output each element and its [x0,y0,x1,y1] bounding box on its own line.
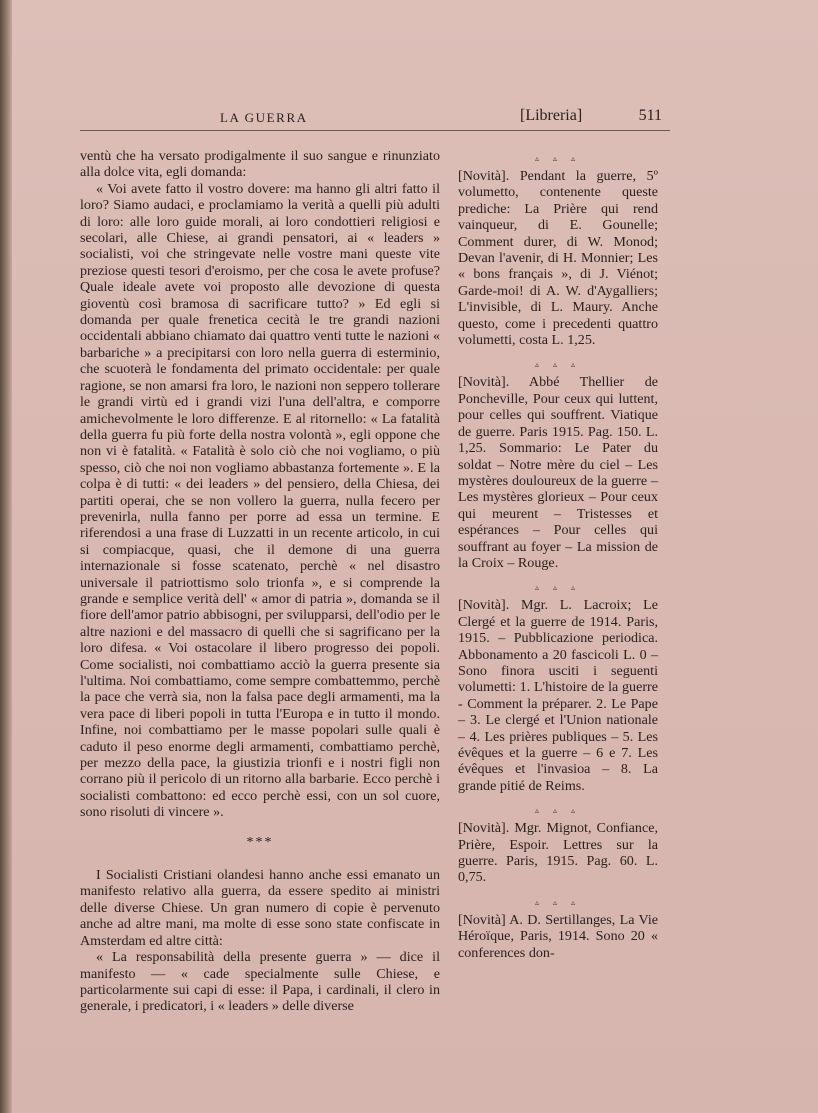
ornament-triangles: ▵ ▵ ▵ [534,897,582,907]
running-title: LA GUERRA [220,110,308,125]
bibliography-entry: [Novità]. Pendant la guerre, 5º volumetto, contenente queste prediche: La Prière qui rend vainqueur, di E. Gounelle; Comment durer, di W. Monod; Devan l'avenir, di H. Monnier; Les « bons français », di J. Viénot; Garde-moi! di A. W. d'Aygalliers; L'invisible, di L. Maury. Anche questo, come i precedenti quattro volumetti, costa L. 1,25. [458,168,658,349]
ornament-triangles: ▵ ▵ ▵ [534,806,582,816]
bibliography-entry: [Novità]. Abbé Thellier de Poncheville, Pour ceux qui luttent, pour celles qui souffrent. Viatique de guerre. Paris 1915. Pag. 150. L. 1,25. Sommario: Le Pater du soldat – Notre mère du ciel – Les mystères douloureux de la guerre – Les mystères glorieux – Pour ceux qui meurent – Tristesses et espérances – Pour celles qui souffrant au foyer – La mission de la Croix – Rouge. [458,374,658,571]
page-header [80,104,670,131]
left-column [80,148,440,1015]
section-label: [Libreria] [520,107,583,124]
book-binding-edge [0,0,12,1113]
bibliography-entry: [Novità] A. D. Sertillanges, La Vie Héroïque, Paris, 1914. Sono 20 « conferences don- [458,911,658,961]
right-column [458,148,658,971]
ornament-triangles: ▵ ▵ ▵ [534,583,582,593]
bibliography-entry: [Novità]. Mgr. Mignot, Confiance, Prière, Espoir. Lettres sur la guerre. Paris, 1915. Pag. 60. L. 0,75. [458,820,658,886]
bibliography-entry: [Novità]. Mgr. L. Lacroix; Le Clergé et la guerre de 1914. Paris, 1915. – Pubblicazione periodica. Abbonamento a 20 fascicoli L. 0 – Sono finora usciti i seguenti volumetti: 1. L'histoire de la guerre - Comment la préparer. 2. Le Pape – 3. Le clergé et l'Union nationale – 4. Les prières publiques – 5. Les évêques et la guerre – 6 e 7. Les évêques et l'invasioa – 8. La grande pitié de Reims. [458,597,658,794]
section-separator: *** [246,834,274,850]
paragraph: « Voi avete fatto il vostro dovere: ma hanno gli altri fatto il loro? Siamo audaci, e proclamiamo la verità a quelli più adulti di loro: alle loro guide morali, ai loro condottieri religiosi e secolari, alle Chiese, ai grandi pensatori, ai « leaders » socialisti, voi che stringevate nelle vostre mani queste vite preziose questi tesori d'eroismo, per che cosa le avete profuse? Quale ideale avete voi proposto alle devozione di questa gioventù così bramosa di sacrificare tutto? » Ed egli si domanda per quale frenetica cecità le tre grandi nazioni occidentali abbiano chiamato dai quattro venti tutte le nazioni « barbariche » a precipitarsi con loro nella guerra di esterminio, che scuoterà le fondamenta del primato occidentale: per quale ragione, se non amarsi fra loro, le nazioni non seppero tollerare le grandi virtù ed i grandi vizi l'una dell'altra, e comporre amichevolmente le loro differenze. E al ritornello: « La fatalità della guerra fu più forte della nostra volontà », egli oppone che non vi è fatalità. « Fatalità è solo ciò che noi vogliamo, o più spesso, ciò che noi non vogliamo abbastanza fortemente ». E la colpa è di tutti: « dei leaders » del pensiero, della Chiesa, dei partiti operai, che se non vollero la guerra, nulla fecero per prevenirla, nulla fanno per porre ad essa un termine. E riferendosi a una frase di Luzzatti in un recente articolo, in cui si compiacque, quasi, che il demone di una guerra internazionale si fosse scatenato, perchè « nel disastro universale il patriottismo solo trionfa », e si comprende la grande e semplice verità dell' « amor di patria », domanda se il fiore dell'amor patrio abbisogni, per svilupparsi, dell'odio per le altre nazioni e del massacro di quelli che si sagrificano per la loro difesa. « Voi ostacolare il libero progresso dei popoli. Come socialisti, noi combattiamo acciò la guerra presente sia l'ultima. Noi combattiamo, come sempre combattemmo, perchè la pace che verrà sia, non la falsa pace degli armamenti, ma la vera pace di liberi popoli in tutta l'Europa e in tutto il mondo. Infine, noi combattiamo per le masse popolari sulle quali è caduto il peso enorme degli armamenti, combattiamo perchè, per mezzo della pace, la giustizia trionfi e i nostri figli non corrano più il pericolo di un ritorno alla barbarie. Ecco perchè i socialisti combattono: ed ecco perchè essi, con un sol cuore, sono risoluti di vincere ». [80,180,440,821]
ornament-triangles: ▵ ▵ ▵ [534,154,582,163]
ornament-triangles: ▵ ▵ ▵ [534,360,582,370]
paragraph: I Socialisti Cristiani olandesi hanno anche essi emanato un manifesto relativo alla guerra, da essere spedito ai ministri delle diverse Chiese. Un gran numero di copie è pervenuto anche ad altre mani, ma molte di esse sono state confiscate in Amsterdam ed altre città: [80,867,440,949]
page-number: 511 [638,107,662,124]
paragraph: « La responsabilità della presente guerra » — dice il manifesto — « cade specialmente sulle Chiese, e particolarmente sui capi di esse: il Papa, i cardinali, il clero in generale, i predicatori, i « leaders » delle diverse [80,949,440,1015]
paragraph: ventù che ha versato prodigalmente il suo sangue e rinunziato alla dolce vita, egli domanda: [80,148,440,181]
